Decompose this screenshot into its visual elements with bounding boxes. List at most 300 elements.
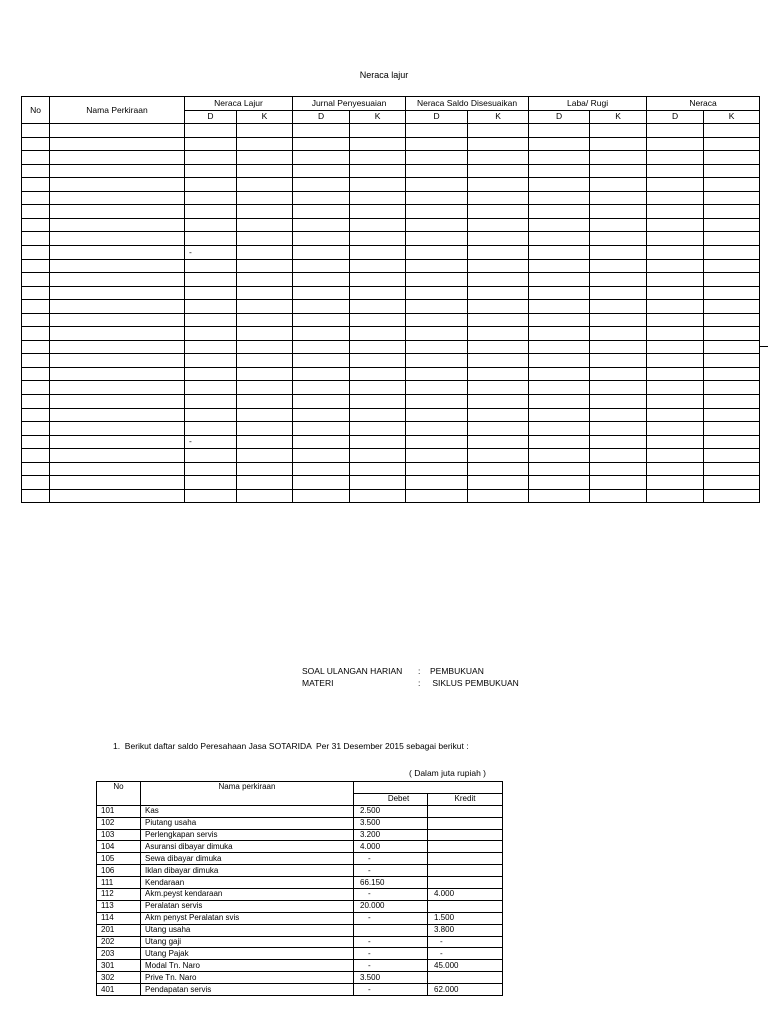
- worksheet-cell: [468, 395, 529, 409]
- worksheet-cell: [237, 300, 293, 314]
- worksheet-cell: [647, 300, 704, 314]
- worksheet-row: [22, 232, 760, 246]
- balance-kredit: 4.000: [428, 889, 503, 901]
- worksheet-cell: [590, 367, 647, 381]
- worksheet-cell: [237, 137, 293, 151]
- worksheet-cell: [293, 218, 350, 232]
- worksheet-table: [21, 96, 760, 503]
- balance-debet: 66.150: [354, 877, 428, 889]
- worksheet-row: [22, 462, 760, 476]
- worksheet-cell: [22, 273, 50, 287]
- worksheet-cell: [529, 218, 590, 232]
- worksheet-cell: [350, 259, 406, 273]
- balance-account-name: Asuransi dibayar dimuka: [141, 841, 354, 853]
- worksheet-cell: [22, 354, 50, 368]
- worksheet-cell: [185, 259, 237, 273]
- worksheet-cell: [704, 327, 760, 341]
- worksheet-cell: [22, 151, 50, 165]
- worksheet-cell: [468, 232, 529, 246]
- worksheet-cell: [350, 137, 406, 151]
- worksheet-cell: [590, 408, 647, 422]
- worksheet-cell: [590, 137, 647, 151]
- worksheet-cell: [237, 313, 293, 327]
- worksheet-cell: [468, 381, 529, 395]
- worksheet-cell: [468, 489, 529, 503]
- worksheet-cell: [237, 476, 293, 490]
- subheader-debit: D: [185, 110, 237, 124]
- exam-material-line: [302, 677, 519, 689]
- worksheet-cell: [468, 273, 529, 287]
- worksheet-cell: [590, 273, 647, 287]
- worksheet-cell: [590, 300, 647, 314]
- worksheet-cell: [293, 124, 350, 138]
- worksheet-cell: [237, 449, 293, 463]
- worksheet-cell: [647, 151, 704, 165]
- worksheet-cell: -: [185, 246, 237, 260]
- subheader-credit: K: [590, 110, 647, 124]
- worksheet-row: [22, 327, 760, 341]
- balance-kredit: 45.000: [428, 960, 503, 972]
- balance-account-no: 113: [97, 900, 141, 912]
- worksheet-cell: [468, 313, 529, 327]
- worksheet-cell: [22, 449, 50, 463]
- worksheet-cell: [50, 340, 185, 354]
- worksheet-cell: [185, 354, 237, 368]
- worksheet-cell: [468, 205, 529, 219]
- worksheet-cell: [704, 340, 760, 354]
- worksheet-row: [22, 395, 760, 409]
- subheader-credit: K: [350, 110, 406, 124]
- balance-account-no: 201: [97, 924, 141, 936]
- worksheet-cell: [22, 246, 50, 260]
- worksheet-cell: [529, 489, 590, 503]
- balance-account-name: Kas: [141, 805, 354, 817]
- worksheet-cell: [350, 476, 406, 490]
- worksheet-cell: [590, 232, 647, 246]
- worksheet-cell: [590, 178, 647, 192]
- balance-account-no: 103: [97, 829, 141, 841]
- balance-debet: 3.200: [354, 829, 428, 841]
- worksheet-cell: [350, 327, 406, 341]
- balance-account-no: 203: [97, 948, 141, 960]
- worksheet-cell: [406, 489, 468, 503]
- worksheet-cell: [50, 395, 185, 409]
- balance-debet: -: [354, 865, 428, 877]
- balance-row: [97, 912, 503, 924]
- worksheet-cell: [50, 232, 185, 246]
- worksheet-cell: [50, 191, 185, 205]
- worksheet-cell: [293, 259, 350, 273]
- worksheet-cell: [406, 476, 468, 490]
- worksheet-cell: [590, 246, 647, 260]
- worksheet-cell: [468, 340, 529, 354]
- worksheet-cell: [468, 462, 529, 476]
- worksheet-cell: [237, 273, 293, 287]
- balance-row: [97, 817, 503, 829]
- balance-kredit: -: [428, 948, 503, 960]
- worksheet-cell: [647, 246, 704, 260]
- worksheet-cell: [406, 462, 468, 476]
- balance-row: [97, 948, 503, 960]
- worksheet-cell: [185, 191, 237, 205]
- worksheet-cell: [590, 164, 647, 178]
- worksheet-cell: [468, 218, 529, 232]
- worksheet-row: [22, 422, 760, 436]
- worksheet-cell: [350, 151, 406, 165]
- worksheet-row: [22, 259, 760, 273]
- balance-debet: 3.500: [354, 817, 428, 829]
- worksheet-cell: [529, 300, 590, 314]
- worksheet-cell: [237, 354, 293, 368]
- balance-account-name: Utang Pajak: [141, 948, 354, 960]
- worksheet-cell: [185, 327, 237, 341]
- balance-debet: -: [354, 912, 428, 924]
- worksheet-cell: [50, 327, 185, 341]
- worksheet-cell: [293, 137, 350, 151]
- worksheet-cell: [529, 259, 590, 273]
- worksheet-cell: [406, 205, 468, 219]
- worksheet-cell: [647, 462, 704, 476]
- worksheet-cell: [237, 435, 293, 449]
- worksheet-cell: [704, 259, 760, 273]
- worksheet-cell: [50, 178, 185, 192]
- worksheet-cell: [50, 435, 185, 449]
- worksheet-cell: [22, 232, 50, 246]
- worksheet-cell: [22, 422, 50, 436]
- worksheet-cell: [237, 151, 293, 165]
- worksheet-cell: [590, 286, 647, 300]
- worksheet-cell: [406, 191, 468, 205]
- worksheet-cell: [350, 218, 406, 232]
- worksheet-cell: [529, 462, 590, 476]
- exam-subject-line: [302, 665, 519, 677]
- worksheet-cell: [406, 381, 468, 395]
- worksheet-cell: [529, 449, 590, 463]
- worksheet-cell: [647, 124, 704, 138]
- worksheet-cell: [185, 408, 237, 422]
- worksheet-cell: [590, 313, 647, 327]
- worksheet-cell: [350, 124, 406, 138]
- worksheet-row: [22, 191, 760, 205]
- worksheet-cell: [529, 286, 590, 300]
- worksheet-cell: [647, 286, 704, 300]
- worksheet-title: Neraca lajur: [359, 70, 409, 80]
- worksheet-cell: [350, 273, 406, 287]
- worksheet-cell: [293, 151, 350, 165]
- worksheet-cell: [704, 218, 760, 232]
- worksheet-cell: [468, 124, 529, 138]
- worksheet-cell: [350, 435, 406, 449]
- worksheet-cell: [468, 354, 529, 368]
- balance-header-row: [97, 782, 503, 794]
- exam-material-label: MATERI: [302, 678, 334, 688]
- balance-account-name: Modal Tn. Naro: [141, 960, 354, 972]
- worksheet-row: [22, 286, 760, 300]
- worksheet-cell: [647, 232, 704, 246]
- worksheet-cell: [704, 435, 760, 449]
- worksheet-cell: [590, 354, 647, 368]
- worksheet-cell: [647, 476, 704, 490]
- worksheet-cell: [50, 449, 185, 463]
- worksheet-cell: [185, 381, 237, 395]
- worksheet-cell: [22, 381, 50, 395]
- worksheet-cell: [50, 246, 185, 260]
- balance-kredit: 1.500: [428, 912, 503, 924]
- worksheet-row: [22, 476, 760, 490]
- worksheet-cell: [704, 232, 760, 246]
- worksheet-cell: [185, 151, 237, 165]
- balance-account-name: Prive Tn. Naro: [141, 972, 354, 984]
- header-laba-rugi: Laba/ Rugi: [529, 97, 647, 111]
- worksheet-row: [22, 218, 760, 232]
- worksheet-cell: [647, 327, 704, 341]
- worksheet-cell: [185, 422, 237, 436]
- worksheet-cell: [590, 462, 647, 476]
- worksheet-cell: [185, 178, 237, 192]
- balance-account-no: 401: [97, 984, 141, 996]
- worksheet-cell: [704, 205, 760, 219]
- worksheet-row: [22, 408, 760, 422]
- worksheet-cell: [293, 395, 350, 409]
- worksheet-row: [22, 164, 760, 178]
- worksheet-cell: [22, 395, 50, 409]
- worksheet-row: [22, 273, 760, 287]
- worksheet-cell: [22, 367, 50, 381]
- worksheet-cell: [293, 435, 350, 449]
- worksheet-cell: [293, 300, 350, 314]
- worksheet-cell: [293, 232, 350, 246]
- worksheet-cell: [468, 286, 529, 300]
- balance-account-name: Akm.peyst kendaraan: [141, 889, 354, 901]
- worksheet-row: [22, 367, 760, 381]
- subheader-debit: D: [529, 110, 590, 124]
- worksheet-cell: [406, 408, 468, 422]
- balance-debet: [354, 924, 428, 936]
- worksheet-cell: [529, 246, 590, 260]
- exam-subject-value: PEMBUKUAN: [430, 666, 484, 676]
- balance-header-blank: [354, 782, 503, 794]
- stray-line: [759, 346, 768, 347]
- balance-kredit: [428, 817, 503, 829]
- header-no: No: [22, 97, 50, 124]
- worksheet-cell: [704, 408, 760, 422]
- exam-material-separator: :: [418, 678, 421, 688]
- worksheet-cell: [22, 205, 50, 219]
- worksheet-cell: [293, 422, 350, 436]
- balance-row: [97, 865, 503, 877]
- balance-row: [97, 841, 503, 853]
- worksheet-cell: [704, 422, 760, 436]
- balance-account-name: Akm penyst Peralatan svis: [141, 912, 354, 924]
- worksheet-cell: [22, 476, 50, 490]
- subheader-debit: D: [406, 110, 468, 124]
- worksheet-cell: [529, 354, 590, 368]
- worksheet-cell: [647, 354, 704, 368]
- worksheet-cell: [185, 273, 237, 287]
- worksheet-cell: [237, 205, 293, 219]
- balance-debet: -: [354, 984, 428, 996]
- worksheet-cell: [22, 327, 50, 341]
- balance-row: [97, 889, 503, 901]
- worksheet-cell: [406, 151, 468, 165]
- worksheet-cell: [185, 124, 237, 138]
- worksheet-cell: [350, 164, 406, 178]
- worksheet-cell: [50, 164, 185, 178]
- worksheet-cell: [50, 354, 185, 368]
- worksheet-cell: [590, 435, 647, 449]
- worksheet-cell: [185, 462, 237, 476]
- worksheet-cell: [293, 449, 350, 463]
- balance-kredit: [428, 865, 503, 877]
- subheader-credit: K: [237, 110, 293, 124]
- worksheet-cell: [22, 259, 50, 273]
- worksheet-cell: [704, 246, 760, 260]
- worksheet-cell: [185, 232, 237, 246]
- worksheet-cell: [529, 422, 590, 436]
- balance-account-name: Peralatan servis: [141, 900, 354, 912]
- balance-debet: 20.000: [354, 900, 428, 912]
- worksheet-cell: [406, 395, 468, 409]
- worksheet-cell: [406, 340, 468, 354]
- worksheet-cell: [590, 489, 647, 503]
- balance-debet: -: [354, 960, 428, 972]
- subheader-credit: K: [704, 110, 760, 124]
- exam-header: [302, 665, 519, 689]
- question-text: 1. Berikut daftar saldo Peresahaan Jasa SOTARIDA Per 31 Desember 2015 sebagai berikut :: [113, 741, 469, 751]
- balance-debet: -: [354, 889, 428, 901]
- balance-account-name: Perlengkapan servis: [141, 829, 354, 841]
- balance-account-no: 302: [97, 972, 141, 984]
- worksheet-cell: [647, 381, 704, 395]
- worksheet-cell: [293, 476, 350, 490]
- worksheet-cell: [185, 340, 237, 354]
- worksheet-cell: [185, 300, 237, 314]
- balance-header-name: Nama perkiraan: [141, 782, 354, 806]
- worksheet-cell: [350, 286, 406, 300]
- balance-header-debet: Debet: [354, 793, 428, 805]
- header-neraca: Neraca: [647, 97, 760, 111]
- worksheet-cell: -: [185, 435, 237, 449]
- worksheet-cell: [590, 191, 647, 205]
- worksheet-cell: [704, 178, 760, 192]
- balance-account-no: 102: [97, 817, 141, 829]
- worksheet-cell: [22, 435, 50, 449]
- worksheet-cell: [406, 178, 468, 192]
- worksheet-cell: [293, 354, 350, 368]
- worksheet-cell: [468, 164, 529, 178]
- worksheet-cell: [647, 435, 704, 449]
- balance-account-name: Piutang usaha: [141, 817, 354, 829]
- worksheet-cell: [237, 218, 293, 232]
- worksheet-header-row: [22, 97, 760, 111]
- worksheet-cell: [529, 340, 590, 354]
- worksheet-cell: [647, 489, 704, 503]
- worksheet-cell: [590, 218, 647, 232]
- worksheet-cell: [237, 367, 293, 381]
- worksheet-cell: [704, 191, 760, 205]
- worksheet-cell: [704, 151, 760, 165]
- worksheet-cell: [22, 137, 50, 151]
- worksheet-cell: [647, 449, 704, 463]
- worksheet-cell: [590, 395, 647, 409]
- balance-account-name: Utang gaji: [141, 936, 354, 948]
- balance-header-kredit: Kredit: [428, 793, 503, 805]
- balance-debet: 3.500: [354, 972, 428, 984]
- worksheet-cell: [406, 367, 468, 381]
- worksheet-cell: [529, 191, 590, 205]
- worksheet-row: [22, 381, 760, 395]
- worksheet-cell: [185, 449, 237, 463]
- balance-account-no: 106: [97, 865, 141, 877]
- worksheet-cell: [237, 164, 293, 178]
- worksheet-cell: [529, 313, 590, 327]
- worksheet-cell: [22, 462, 50, 476]
- subheader-debit: D: [647, 110, 704, 124]
- worksheet-cell: [237, 246, 293, 260]
- worksheet-cell: [468, 151, 529, 165]
- worksheet-cell: [237, 178, 293, 192]
- balance-kredit: 3.800: [428, 924, 503, 936]
- worksheet-cell: [293, 246, 350, 260]
- worksheet-row: [22, 489, 760, 503]
- worksheet-cell: [50, 422, 185, 436]
- worksheet-cell: [350, 367, 406, 381]
- worksheet-row: [22, 435, 760, 449]
- worksheet-cell: [704, 273, 760, 287]
- worksheet-cell: [50, 151, 185, 165]
- worksheet-cell: [529, 205, 590, 219]
- header-account-name: Nama Perkiraan: [50, 97, 185, 124]
- worksheet-cell: [647, 273, 704, 287]
- balance-kredit: [428, 841, 503, 853]
- balance-row: [97, 960, 503, 972]
- worksheet-cell: [185, 395, 237, 409]
- exam-material-value: SIKLUS PEMBUKUAN: [430, 678, 519, 688]
- worksheet-cell: [50, 313, 185, 327]
- balance-row: [97, 805, 503, 817]
- worksheet-cell: [293, 205, 350, 219]
- worksheet-cell: [406, 273, 468, 287]
- worksheet-cell: [50, 273, 185, 287]
- worksheet-cell: [237, 191, 293, 205]
- worksheet-cell: [468, 137, 529, 151]
- worksheet-cell: [529, 232, 590, 246]
- worksheet-cell: [704, 300, 760, 314]
- worksheet-cell: [406, 300, 468, 314]
- subheader-credit: K: [468, 110, 529, 124]
- worksheet-cell: [406, 313, 468, 327]
- balance-debet: -: [354, 853, 428, 865]
- worksheet-cell: [704, 449, 760, 463]
- worksheet-cell: [237, 124, 293, 138]
- balance-debet: 2.500: [354, 805, 428, 817]
- worksheet-cell: [529, 164, 590, 178]
- worksheet-cell: [468, 300, 529, 314]
- worksheet-cell: [704, 367, 760, 381]
- balance-kredit: [428, 900, 503, 912]
- worksheet-cell: [406, 259, 468, 273]
- worksheet-cell: [293, 489, 350, 503]
- worksheet-cell: [647, 422, 704, 436]
- worksheet-cell: [406, 232, 468, 246]
- worksheet-cell: [293, 327, 350, 341]
- worksheet-cell: [293, 340, 350, 354]
- worksheet-cell: [704, 137, 760, 151]
- header-neraca-saldo-disesuaikan: Neraca Saldo Disesuaikan: [406, 97, 529, 111]
- worksheet-cell: [50, 259, 185, 273]
- worksheet-cell: [50, 489, 185, 503]
- worksheet-cell: [406, 286, 468, 300]
